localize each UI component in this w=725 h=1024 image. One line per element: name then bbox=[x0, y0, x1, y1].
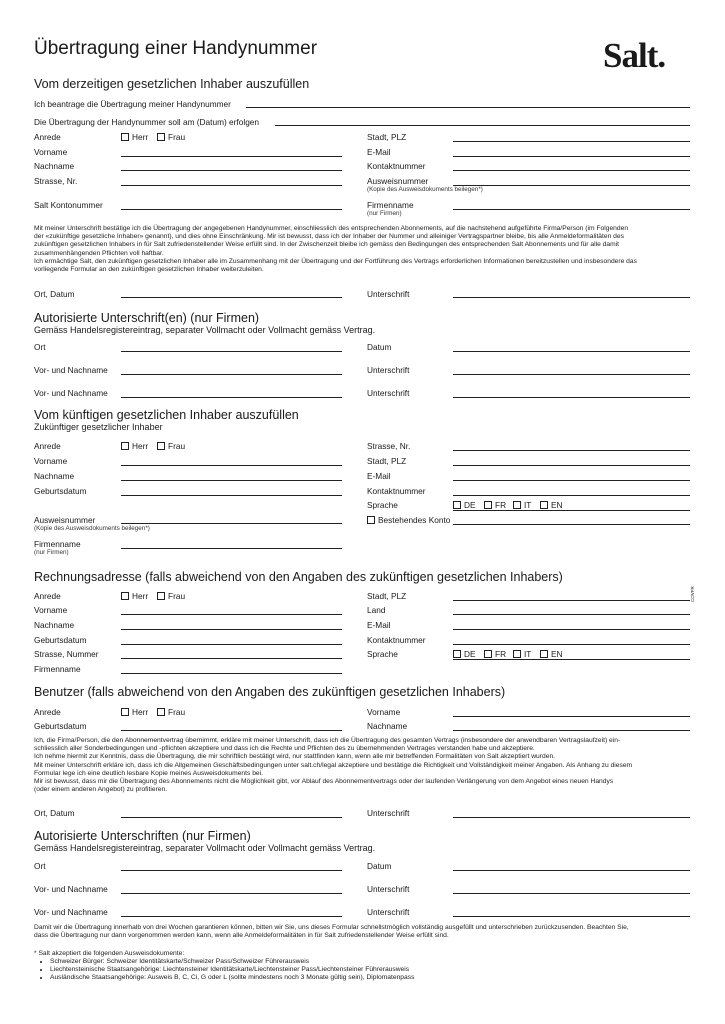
b-firma-label: Firmenname bbox=[34, 664, 81, 674]
b-lang-it-checkbox[interactable]: IT bbox=[513, 649, 531, 659]
consent-paragraph: Mit meiner Unterschrift bestätige ich die Übertragung der angegebenen Handynummer, einschliesslich des entsprechenden Abonnements, auf die nachstehend aufgeführte Firma/Person (im Folgenden der «zukünftige gesetzliche Inhaber» genannt), und dies ohne Einschränkung. Mir ist bewusst, dass ich der Inhaber der Nummer und alleiniger Vertragspartner bleibe, bis alle Anmeldeformalitäten des zukünftigen gesetzlichen Inhabers in für Salt zufriedenstellender Weise erfüllt sind. In der Zwischenzeit bleibe ich gemäss den Bedingungen des entsprechenden Salt Abonnements und für alle damit zusammenhängenden Pflichten voll haftbar. Ich ermächtige Salt, den zukünftigen gesetzlichen Inhaber alle im Zusammenhang mit der Übertragung und der Fortführung des Vertrags erforderlichen Informationen bereitzustellen und insbesondere das vorliegende Formular an den zukünftigen gesetzlichen Inhaber weiterzuleiten. bbox=[34, 225, 637, 274]
docs-list bbox=[38, 958, 414, 983]
user-heading: Benutzer (falls abweichend von den Angaben des zukünftigen gesetzlichen Inhabers) bbox=[34, 685, 506, 699]
ausweis-note: (Kopie des Ausweisdokuments beilegen*) bbox=[367, 186, 483, 193]
b-email-label: E-Mail bbox=[367, 620, 391, 630]
b-geburtsdatum-field[interactable] bbox=[121, 644, 342, 645]
docs-heading: * Salt akzeptiert die folgenden Ausweisdokumente: bbox=[34, 950, 185, 957]
fh-lang-it-checkbox[interactable]: IT bbox=[513, 500, 531, 510]
u-herr-checkbox[interactable]: Herr bbox=[121, 707, 148, 717]
fh-sprache-line bbox=[453, 510, 690, 511]
u-vorname-field[interactable] bbox=[453, 716, 690, 717]
side-code: COVFR bbox=[690, 586, 695, 602]
fh-email-field[interactable] bbox=[453, 480, 690, 481]
fh-nachname-field[interactable] bbox=[121, 480, 342, 481]
b-strasse-field[interactable] bbox=[121, 658, 342, 659]
auth2-name1-field[interactable] bbox=[121, 893, 342, 894]
b-stadt-label: Stadt, PLZ bbox=[367, 591, 407, 601]
billing-heading: Rechnungsadresse (falls abweichend von den Angaben des zukünftigen gesetzlichen Inhabers) bbox=[34, 570, 563, 584]
u-nachname-label: Nachname bbox=[367, 721, 408, 731]
fh-firma-field[interactable] bbox=[121, 548, 342, 549]
email-field[interactable] bbox=[453, 156, 690, 157]
fh-firma-note: (nur Firmen) bbox=[34, 549, 69, 556]
unterschrift-label: Unterschrift bbox=[367, 289, 410, 299]
fh-stadt-label: Stadt, PLZ bbox=[367, 456, 407, 466]
fh-strasse-label: Strasse, Nr. bbox=[367, 441, 411, 451]
fh-ausweis-note: (Kopie des Ausweisdokuments beilegen*) bbox=[34, 525, 150, 532]
fh-herr-checkbox[interactable]: Herr bbox=[121, 441, 148, 451]
auth1-sub: Gemäss Handelsregistereintrag, separater Vollmacht oder Vollmacht gemäss Vertrag. bbox=[34, 325, 376, 335]
auth2-datum-field[interactable] bbox=[453, 870, 690, 871]
u-ort-datum-field[interactable] bbox=[121, 817, 342, 818]
anrede-label: Anrede bbox=[34, 132, 61, 142]
herr-checkbox[interactable]: Herr bbox=[121, 132, 148, 142]
b-sprache-line bbox=[453, 659, 690, 660]
email-label: E-Mail bbox=[367, 147, 391, 157]
auth2-sub: Gemäss Handelsregistereintrag, separater Vollmacht oder Vollmacht gemäss Vertrag. bbox=[34, 843, 376, 853]
fh-vorname-label: Vorname bbox=[34, 456, 68, 466]
b-kontakt-label: Kontaktnummer bbox=[367, 635, 426, 645]
request-label: Ich beantrage die Übertragung meiner Handynummer bbox=[34, 99, 231, 109]
b-land-label: Land bbox=[367, 605, 386, 615]
fh-lang-de-checkbox[interactable]: DE bbox=[453, 500, 476, 510]
konto-label: Salt Kontonummer bbox=[34, 200, 103, 210]
fh-frau-checkbox[interactable]: Frau bbox=[157, 441, 185, 451]
auth2-name1-label: Vor- und Nachname bbox=[34, 884, 108, 894]
firma-label: Firmenname bbox=[367, 200, 414, 210]
vorname-label: Vorname bbox=[34, 147, 68, 157]
future-holder-sub: Zukünftiger gesetzlicher Inhaber bbox=[34, 422, 163, 432]
fh-anrede-label: Anrede bbox=[34, 441, 61, 451]
auth1-datum-label: Datum bbox=[367, 342, 392, 352]
user-paragraph: Ich, die Firma/Person, die den Abonnementvertrag übernimmt, erkläre mit meiner Unterschrift, dass ich die Übertragung des gesamten Vertrags (insbesondere der anwendbaren Vertragslaufzeit) ein- schliesslich aller Sonderbedingungen und -pflichten akzeptiere und dass ich die Rechte und Pflichten des zu übernehmenden Vertrages verstanden habe und akzeptiere. Ich nehme hiermit zur Kenntnis, dass die Übertragung, die mir schriftlich bestätigt wird, nur stattfinden kann, wenn alle mir betreffenden Formalitäten von Salt akzeptiert wurden. Mit meiner Unterschrift erkläre ich, dass ich die Allgemeinen Geschäftsbedingungen unter salt.ch/legal akzeptiere und bestätige die Richtigkeit und Vollständigkeit meiner Angaben. Als Anhang zu diesem Formular lege ich eine deutlich lesbare Kopie meines Ausweisdokuments bei. Mir ist bewusst, dass mir die Übertragung des Abonnements nicht die Möglichkeit gibt, vor Ablauf des Abonnementvertrags oder der laufenden Verlängerung von dem Angebot eines neuen Handys (oder einem anderen Angebot) zu profitieren. bbox=[34, 737, 633, 794]
fh-lang-en-checkbox[interactable]: EN bbox=[540, 500, 563, 510]
fh-bestehend-field[interactable] bbox=[453, 524, 690, 525]
b-land-field[interactable] bbox=[453, 614, 690, 615]
ausweis-label: Ausweisnummer bbox=[367, 176, 429, 186]
fh-vorname-field[interactable] bbox=[121, 465, 342, 466]
firma-field[interactable] bbox=[453, 209, 690, 210]
b-lang-en-checkbox[interactable]: EN bbox=[540, 649, 563, 659]
auth1-sig1-label: Unterschrift bbox=[367, 365, 410, 375]
b-stadt-field[interactable] bbox=[453, 600, 690, 601]
fh-email-label: E-Mail bbox=[367, 471, 391, 481]
b-strasse-label: Strasse, Nummer bbox=[34, 649, 99, 659]
unterschrift-field[interactable] bbox=[453, 297, 690, 298]
future-holder-heading: Vom künftigen gesetzlichen Inhaber auszufüllen bbox=[34, 408, 299, 422]
auth2-sig2-label: Unterschrift bbox=[367, 907, 410, 917]
ort-datum-label: Ort, Datum bbox=[34, 289, 75, 299]
b-firma-field[interactable] bbox=[121, 673, 342, 674]
auth1-sig2-label: Unterschrift bbox=[367, 388, 410, 398]
salt-logo: Salt. bbox=[603, 36, 666, 75]
fh-geburtsdatum-field[interactable] bbox=[121, 495, 342, 496]
u-ort-datum-label: Ort, Datum bbox=[34, 808, 75, 818]
auth2-name2-field[interactable] bbox=[121, 916, 342, 917]
u-anrede-label: Anrede bbox=[34, 707, 61, 717]
auth2-sig1-label: Unterschrift bbox=[367, 884, 410, 894]
frau-checkbox[interactable]: Frau bbox=[157, 132, 185, 142]
auth1-sig1-field[interactable] bbox=[453, 374, 690, 375]
ausweis-field[interactable] bbox=[453, 185, 690, 186]
nachname-field[interactable] bbox=[121, 170, 342, 171]
auth1-sig2-field[interactable] bbox=[453, 397, 690, 398]
b-herr-checkbox[interactable]: Herr bbox=[121, 591, 148, 601]
b-email-field[interactable] bbox=[453, 629, 690, 630]
fh-sprache-label: Sprache bbox=[367, 500, 398, 510]
auth2-name2-label: Vor- und Nachname bbox=[34, 907, 108, 917]
fh-kontakt-label: Kontaktnummer bbox=[367, 486, 426, 496]
list-item: • Schweizer Bürger: Schweizer Identitätskarte/Schweizer Pass/Schweizer Führerausweis bbox=[50, 958, 414, 966]
fh-bestehend-checkbox[interactable]: Bestehendes Konto bbox=[367, 515, 450, 525]
fh-ausweis-label: Ausweisnummer bbox=[34, 515, 96, 525]
auth2-heading: Autorisierte Unterschriften (nur Firmen) bbox=[34, 829, 251, 843]
auth2-ort-field[interactable] bbox=[121, 870, 342, 871]
transfer-date-field[interactable] bbox=[275, 125, 690, 126]
auth1-datum-field[interactable] bbox=[453, 351, 690, 352]
auth1-name2-label: Vor- und Nachname bbox=[34, 388, 108, 398]
b-nachname-field[interactable] bbox=[121, 629, 342, 630]
footer-paragraph: Damit wir die Übertragung innerhalb von drei Wochen garantieren können, bitten wir Sie, uns dieses Formular schnellstmöglich vollständig ausgefüllt und unterschrieben zurückzusenden. Beachten Sie, dass die Übertragung nur dann vorgenommen werden kann, wenn alle Anmeldeformalitäten in für Salt zufriedenstellender Weise erfüllt sind. bbox=[34, 924, 629, 940]
u-unterschrift-label: Unterschrift bbox=[367, 808, 410, 818]
fh-firma-label: Firmenname bbox=[34, 539, 81, 549]
u-nachname-field[interactable] bbox=[453, 730, 690, 731]
auth2-sig2-field[interactable] bbox=[453, 916, 690, 917]
auth2-sig1-field[interactable] bbox=[453, 893, 690, 894]
auth1-ort-label: Ort bbox=[34, 342, 46, 352]
auth2-datum-label: Datum bbox=[367, 861, 392, 871]
b-lang-de-checkbox[interactable]: DE bbox=[453, 649, 476, 659]
stadt-field[interactable] bbox=[453, 141, 690, 142]
fh-nachname-label: Nachname bbox=[34, 471, 75, 481]
ort-datum-field[interactable] bbox=[121, 297, 342, 298]
strasse-label: Strasse, Nr. bbox=[34, 176, 78, 186]
auth1-ort-field[interactable] bbox=[121, 351, 342, 352]
fh-geburtsdatum-label: Geburtsdatum bbox=[34, 486, 87, 496]
u-vorname-label: Vorname bbox=[367, 707, 401, 717]
b-vorname-label: Vorname bbox=[34, 605, 68, 615]
b-frau-checkbox[interactable]: Frau bbox=[157, 591, 185, 601]
fh-ausweis-field[interactable] bbox=[121, 523, 342, 524]
auth1-name1-label: Vor- und Nachname bbox=[34, 365, 108, 375]
kontakt-field[interactable] bbox=[453, 170, 690, 171]
fh-lang-fr-checkbox[interactable]: FR bbox=[484, 500, 506, 510]
auth2-ort-label: Ort bbox=[34, 861, 46, 871]
firma-note: (nur Firmen) bbox=[367, 210, 402, 217]
fh-kontakt-field[interactable] bbox=[453, 495, 690, 496]
vorname-field[interactable] bbox=[121, 156, 342, 157]
b-geburtsdatum-label: Geburtsdatum bbox=[34, 635, 87, 645]
b-kontakt-field[interactable] bbox=[453, 644, 690, 645]
list-item: • Ausländische Staatsangehörige: Ausweis B, C, Ci, G oder L (sollte mindestens noch 3 Monate gültig sein), Diplomatenpass bbox=[50, 974, 414, 982]
u-geburtsdatum-field[interactable] bbox=[121, 730, 342, 731]
current-holder-heading: Vom derzeitigen gesetzlichen Inhaber auszufüllen bbox=[34, 77, 310, 91]
b-sprache-label: Sprache bbox=[367, 649, 398, 659]
list-item: • Liechtensteinische Staatsangehörige: Liechtensteiner Identitätskarte/Liechtensteiner Pass/Liechtensteiner Führerausweis bbox=[50, 966, 414, 974]
auth1-heading: Autorisierte Unterschrift(en) (nur Firmen) bbox=[34, 311, 260, 325]
page-title: Übertragung einer Handynummer bbox=[34, 38, 318, 59]
fh-strasse-field[interactable] bbox=[453, 450, 690, 451]
fh-stadt-field[interactable] bbox=[453, 465, 690, 466]
nachname-label: Nachname bbox=[34, 161, 75, 171]
u-geburtsdatum-label: Geburtsdatum bbox=[34, 721, 87, 731]
request-field[interactable] bbox=[246, 107, 690, 108]
b-anrede-label: Anrede bbox=[34, 591, 61, 601]
stadt-label: Stadt, PLZ bbox=[367, 132, 407, 142]
auth1-name2-field[interactable] bbox=[121, 397, 342, 398]
strasse-field[interactable] bbox=[121, 185, 342, 186]
b-lang-fr-checkbox[interactable]: FR bbox=[484, 649, 506, 659]
date-label: Die Übertragung der Handynummer soll am (Datum) erfolgen bbox=[34, 117, 260, 127]
b-nachname-label: Nachname bbox=[34, 620, 75, 630]
b-vorname-field[interactable] bbox=[121, 614, 342, 615]
konto-field[interactable] bbox=[121, 209, 342, 210]
kontakt-label: Kontaktnummer bbox=[367, 161, 426, 171]
u-frau-checkbox[interactable]: Frau bbox=[157, 707, 185, 717]
auth1-name1-field[interactable] bbox=[121, 374, 342, 375]
u-unterschrift-field[interactable] bbox=[453, 817, 690, 818]
